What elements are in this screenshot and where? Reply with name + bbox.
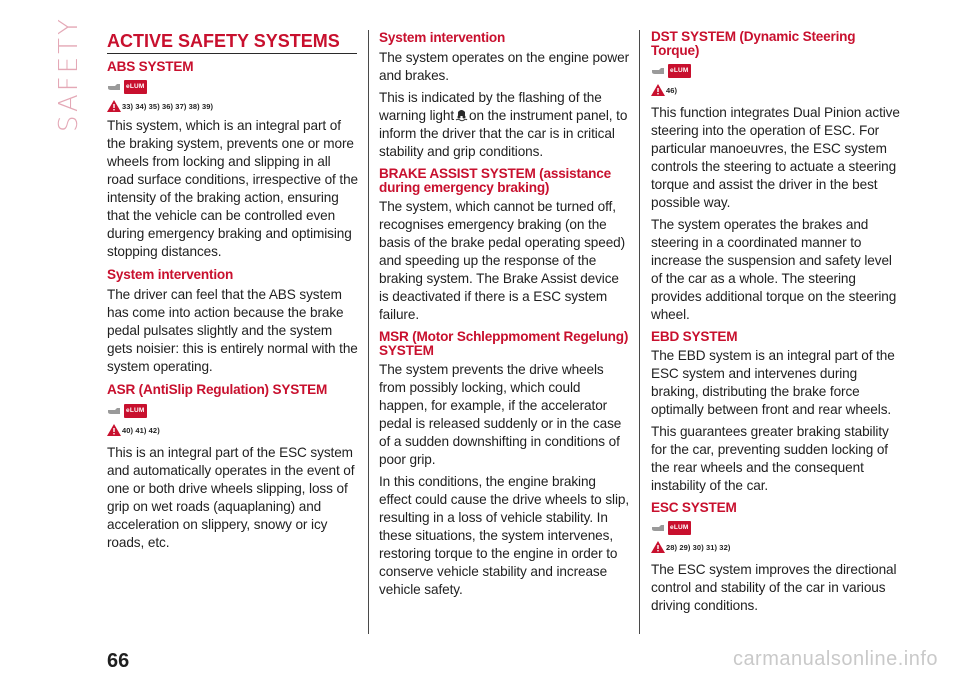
warning-references (651, 540, 903, 554)
elum-reference (651, 519, 903, 537)
column-divider (639, 30, 640, 634)
esc-heading: ESC SYSTEM (651, 500, 737, 515)
elum-reference (107, 402, 359, 420)
warning-references (107, 99, 359, 113)
pointing-hand-icon (651, 523, 665, 533)
warning-references (107, 423, 359, 437)
dst-warning-refs: 46) (666, 85, 678, 95)
watermark: carmanualsonline.info (732, 648, 938, 670)
elum-badge[interactable]: eLUM (668, 64, 691, 78)
elum-badge[interactable]: eLUM (124, 80, 147, 94)
asr-intervention-text-2b: on the instrument panel, to inform the driver that the car is in critical stability and grip conditions. (379, 108, 628, 159)
pointing-hand-icon (651, 66, 665, 76)
page-number: 66 (107, 650, 130, 672)
asr-warning-refs: 40) 41) 42) (122, 425, 160, 435)
elum-badge[interactable]: eLUM (668, 521, 691, 535)
column-1 (107, 60, 359, 552)
dst-heading: DST SYSTEM (Dynamic Steering Torque) (651, 29, 856, 58)
warning-references (651, 83, 903, 97)
pointing-hand-icon (107, 406, 121, 416)
asr-heading: ASR (AntiSlip Regulation) SYSTEM (107, 382, 328, 397)
asr-intervention-text-1: The system operates on the engine power and brakes. (379, 50, 630, 83)
column-2 (379, 30, 631, 599)
column-divider (368, 30, 369, 634)
section-side-label: SAFETY (54, 16, 84, 132)
abs-intervention-text: The driver can feel that the ABS system has come into action because the brake pedal pulsates slightly and the system gets noisier: this is entirely normal with the system operating. (107, 287, 358, 374)
warning-triangle-icon (651, 84, 665, 96)
abs-intervention-heading: System intervention (107, 267, 234, 282)
brake-assist-text: The system, which cannot be turned off, recognises emergency braking (on the basis of the brake pedal operating speed) and speeding up the response of the braking system. The Brake Assist device is deactivated if there is a ESC system failure. (379, 199, 626, 322)
brake-assist-heading: BRAKE ASSIST SYSTEM (assistance during emergency braking) (379, 166, 612, 195)
abs-warning-refs: 33) 34) 35) 36) 37) 38) 39) (122, 101, 214, 111)
msr-heading: MSR (Motor Schleppmoment Regelung) SYSTEM (379, 329, 629, 358)
dst-text-1: This function integrates Dual Pinion active steering into the operation of ESC. For particular manoeuvres, the ESC system controls the steering to actuate a steering torque and assist the driver in the best possible way. (651, 105, 900, 210)
column-3 (651, 30, 903, 615)
stability-warning-light-icon (455, 108, 468, 122)
ebd-heading: EBD SYSTEM (651, 329, 738, 344)
elum-reference (107, 78, 359, 96)
warning-triangle-icon (107, 424, 121, 436)
esc-warning-refs: 28) 29) 30) 31) 32) (666, 542, 731, 552)
esc-text: The ESC system improves the directional control and stability of the car in various driving conditions. (651, 562, 897, 613)
abs-description: This system, which is an integral part of the braking system, prevents one or more wheels from locking and slipping in all road surface conditions, irrespective of the intensity of the braking action, ensuring that the vehicle can be controlled even during emergency braking and optimising stopping distances. (107, 118, 358, 259)
elum-badge[interactable]: eLUM (124, 404, 147, 418)
asr-intervention-heading: System intervention (379, 30, 506, 45)
asr-intervention-text-2a: This is indicated by the flashing of the warning light (379, 90, 602, 123)
asr-intervention-text-2 (379, 89, 631, 161)
page-title: ACTIVE SAFETY SYSTEMS (107, 30, 357, 54)
ebd-text-2: This guarantees greater braking stability for the car, preventing sudden locking of the rear wheels and the consequent instability of the car. (651, 424, 889, 493)
msr-text-2: In this conditions, the engine braking effect could cause the drive wheels to slip, resulting in a loss of vehicle stability. In these situations, the system intervenes, restoring torque to the engine in order to conserve vehicle stability and increase vehicle safety. (379, 474, 629, 597)
abs-heading: ABS SYSTEM (107, 59, 194, 74)
msr-text-1: The system prevents the drive wheels from possibly locking, which could happen, for example, if the accelerator pedal is released suddenly or in the case of a sudden downshifting in conditions of poor grip. (379, 362, 622, 467)
dst-text-2: The system operates the brakes and steering in a coordinated manner to increase the suspension and safety level of the car as a whole. The steering provides additional torque on the steering wheel. (651, 217, 897, 322)
asr-description: This is an integral part of the ESC system and automatically operates in the event of one or both drive wheels slipping, loss of grip on wet roads (aquaplaning) and acceleration on slippery, snowy or icy roads, etc. (107, 445, 355, 550)
warning-triangle-icon (107, 100, 121, 112)
elum-reference (651, 62, 903, 80)
pointing-hand-icon (107, 82, 121, 92)
ebd-text-1: The EBD system is an integral part of the ESC system and intervenes during braking, distributing the brake force optimally between front and rear wheels. (651, 348, 895, 417)
warning-triangle-icon (651, 541, 665, 553)
